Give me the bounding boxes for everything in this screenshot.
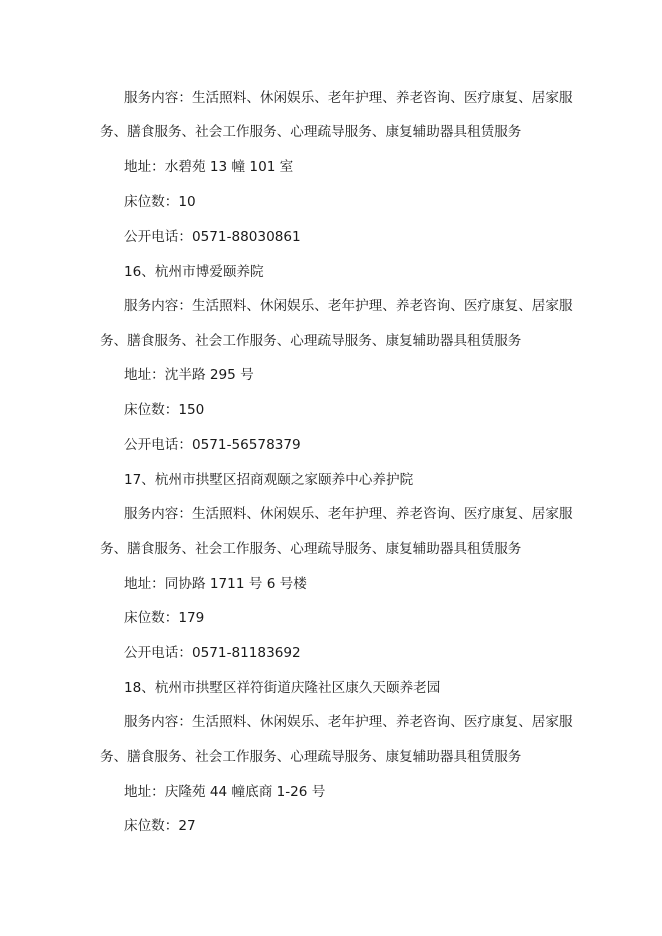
service-content-line: 服务内容：生活照料、休闲娱乐、老年护理、养老咨询、医疗康复、居家服 [124, 714, 573, 730]
bed-count-line: 床位数：179 [124, 610, 205, 626]
phone-line: 公开电话：0571-81183692 [124, 645, 301, 661]
address-line: 地址：水碧苑 13 幢 101 室 [124, 159, 294, 175]
service-content-continuation: 务、膳食服务、社会工作服务、心理疏导服务、康复辅助器具租赁服务 [100, 541, 522, 557]
bed-count-line: 床位数：150 [124, 402, 205, 418]
phone-line: 公开电话：0571-56578379 [124, 437, 301, 453]
service-content-line: 服务内容：生活照料、休闲娱乐、老年护理、养老咨询、医疗康复、居家服 [124, 298, 573, 314]
bed-count-line: 床位数：10 [124, 194, 196, 210]
bed-count-line: 床位数：27 [124, 818, 196, 834]
service-content-continuation: 务、膳食服务、社会工作服务、心理疏导服务、康复辅助器具租赁服务 [100, 749, 522, 765]
service-content-line: 服务内容：生活照料、休闲娱乐、老年护理、养老咨询、医疗康复、居家服 [124, 90, 573, 106]
facility-heading: 17、杭州市拱墅区招商观颐之家颐养中心养护院 [124, 472, 414, 488]
facility-heading: 16、杭州市博爱颐养院 [124, 264, 264, 280]
phone-line: 公开电话：0571-88030861 [124, 229, 301, 245]
service-content-continuation: 务、膳食服务、社会工作服务、心理疏导服务、康复辅助器具租赁服务 [100, 124, 522, 140]
address-line: 地址：沈半路 295 号 [124, 367, 254, 383]
address-line: 地址：同协路 1711 号 6 号楼 [124, 576, 307, 592]
facility-heading: 18、杭州市拱墅区祥符街道庆隆社区康久天颐养老园 [124, 680, 441, 696]
service-content-line: 服务内容：生活照料、休闲娱乐、老年护理、养老咨询、医疗康复、居家服 [124, 506, 573, 522]
address-line: 地址：庆隆苑 44 幢底商 1-26 号 [124, 784, 326, 800]
service-content-continuation: 务、膳食服务、社会工作服务、心理疏导服务、康复辅助器具租赁服务 [100, 333, 522, 349]
